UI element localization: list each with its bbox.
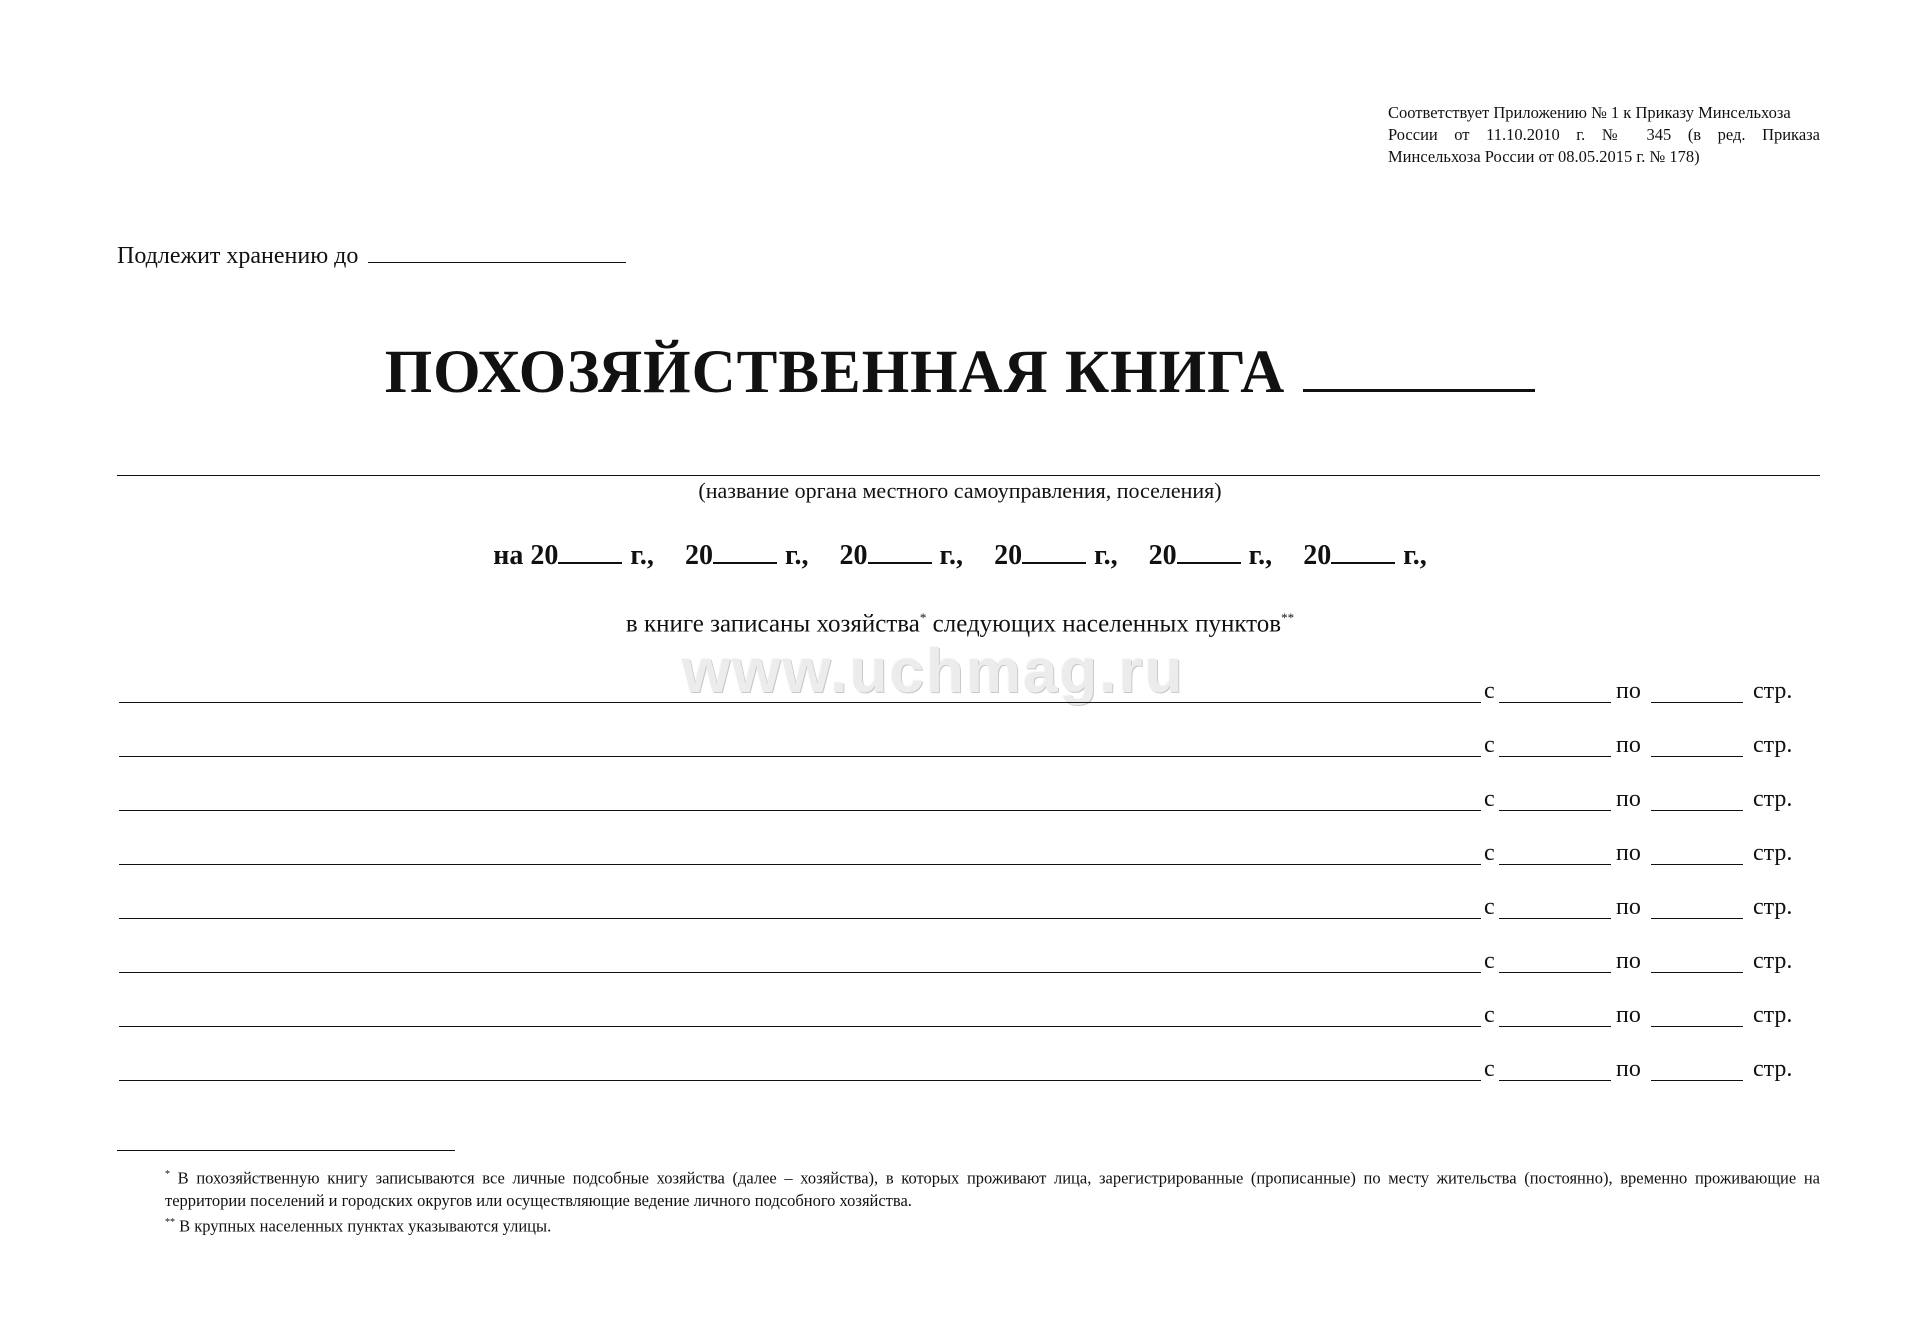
recorded-caption (0, 610, 1920, 638)
settlement-rows (119, 672, 1819, 1104)
from-label: с (1484, 948, 1495, 974)
footnote-2 (117, 1212, 1820, 1238)
storage-label: Подлежит хранению до (117, 243, 359, 269)
year-century: 20 (1303, 540, 1332, 571)
footnote-mark-2: ** (1281, 610, 1295, 625)
year-century: 20 (684, 540, 713, 571)
to-label: по (1616, 732, 1641, 758)
legal-note (1388, 102, 1820, 168)
to-label: по (1616, 678, 1641, 704)
settlement-row (119, 780, 1819, 834)
from-label: с (1484, 1002, 1495, 1028)
from-page-blank[interactable] (1499, 864, 1611, 865)
settlement-name-line[interactable] (119, 702, 1481, 703)
year-blank[interactable] (1022, 538, 1086, 564)
from-label: с (1484, 732, 1495, 758)
from-page-blank[interactable] (1499, 702, 1611, 703)
year-suffix: г., (784, 540, 809, 571)
legal-note-line-2: России от 11.10.2010 г. № 345 (в ред. Приказа (1388, 125, 1820, 144)
from-page-blank[interactable] (1499, 1026, 1611, 1027)
footnote-2-mark: ** (165, 1216, 175, 1228)
org-caption: (название органа местного самоуправления, поселения) (698, 478, 1222, 503)
to-page-blank[interactable] (1651, 864, 1743, 865)
footnote-divider (117, 1150, 455, 1151)
years-prefix: на (493, 540, 524, 571)
to-label: по (1616, 948, 1641, 974)
to-label: по (1616, 1002, 1641, 1028)
footnotes (117, 1164, 1820, 1237)
year-item (493, 538, 654, 572)
from-label: с (1484, 678, 1495, 704)
year-suffix: г., (1403, 540, 1427, 571)
to-page-blank[interactable] (1651, 1026, 1743, 1027)
settlement-row (119, 1050, 1819, 1104)
pages-label: стр. (1753, 840, 1793, 866)
recorded-text-2: следующих населенных пунктов (926, 610, 1282, 638)
year-blank[interactable] (868, 538, 932, 564)
from-label: с (1484, 894, 1495, 920)
to-page-blank[interactable] (1651, 702, 1743, 703)
year-suffix: г., (630, 540, 654, 571)
storage-date-blank[interactable] (368, 240, 626, 263)
from-label: с (1484, 1056, 1495, 1082)
footnote-mark-1: * (919, 610, 927, 625)
settlement-row (119, 726, 1819, 780)
storage-field (117, 240, 626, 270)
settlement-row (119, 672, 1819, 726)
to-label: по (1616, 840, 1641, 866)
from-label: с (1484, 786, 1495, 812)
to-page-blank[interactable] (1651, 1080, 1743, 1081)
from-page-blank[interactable] (1499, 972, 1611, 973)
footnote-1 (117, 1164, 1820, 1212)
legal-note-line-1: Соответствует Приложению № 1 к Приказу Минсельхоза (1388, 103, 1791, 122)
to-page-blank[interactable] (1651, 972, 1743, 973)
years-line (0, 538, 1920, 572)
org-name-line[interactable] (117, 475, 1820, 476)
pages-label: стр. (1753, 786, 1793, 812)
watermark: www.uchmag.ru (682, 637, 1185, 706)
pages-label: стр. (1753, 1002, 1793, 1028)
recorded-text-1: в книге записаны хозяйства (625, 610, 920, 638)
year-item (994, 538, 1118, 572)
from-page-blank[interactable] (1499, 1080, 1611, 1081)
settlement-name-line[interactable] (119, 756, 1481, 757)
year-suffix: г., (1094, 540, 1118, 571)
footnote-1-mark: * (165, 1169, 170, 1180)
year-suffix: г., (939, 540, 964, 571)
year-century: 20 (839, 540, 868, 571)
settlement-name-line[interactable] (119, 1026, 1481, 1027)
settlement-row (119, 834, 1819, 888)
pages-label: стр. (1753, 732, 1793, 758)
pages-label: стр. (1753, 894, 1793, 920)
year-blank[interactable] (558, 538, 622, 564)
to-page-blank[interactable] (1651, 918, 1743, 919)
pages-label: стр. (1753, 678, 1793, 704)
from-page-blank[interactable] (1499, 810, 1611, 811)
year-item (1303, 538, 1427, 572)
year-blank[interactable] (1331, 538, 1395, 564)
from-page-blank[interactable] (1499, 756, 1611, 757)
settlement-name-line[interactable] (119, 972, 1481, 973)
footnote-2-text: В крупных населенных пунктах указываются улицы. (175, 1216, 552, 1235)
to-label: по (1616, 1056, 1641, 1082)
footnote-1-text: В похозяйственную книгу записываются все личные подсобные хозяйства (далее – хозяйства), в которых проживают лица, зарегистрированные (прописанные) по месту жительства (постоянно), временно проживающие на территории поселений и городских округов или осуществляющие ведение личного подсобного хозяйства. (165, 1168, 1820, 1210)
year-century: 20 (994, 540, 1023, 571)
page-title: ПОХОЗЯЙСТВЕННАЯ КНИГА (384, 339, 1286, 406)
year-blank[interactable] (1177, 538, 1241, 564)
title-block (0, 338, 1920, 408)
settlement-name-line[interactable] (119, 1080, 1481, 1081)
year-century: 20 (1148, 540, 1177, 571)
settlement-name-line[interactable] (119, 918, 1481, 919)
settlement-name-line[interactable] (119, 810, 1481, 811)
year-item (840, 538, 964, 572)
pages-label: стр. (1753, 1056, 1793, 1082)
to-page-blank[interactable] (1651, 756, 1743, 757)
year-item (685, 538, 809, 572)
settlement-row (119, 942, 1819, 996)
year-blank[interactable] (713, 538, 777, 564)
year-suffix: г., (1248, 540, 1273, 571)
year-item (1149, 538, 1273, 572)
to-label: по (1616, 786, 1641, 812)
settlement-row (119, 996, 1819, 1050)
to-page-blank[interactable] (1651, 810, 1743, 811)
settlement-name-line[interactable] (119, 864, 1481, 865)
title-number-blank[interactable] (1303, 339, 1535, 392)
from-page-blank[interactable] (1499, 918, 1611, 919)
legal-note-line-3: Минсельхоза России от 08.05.2015 г. № 178) (1388, 147, 1700, 166)
settlement-row (119, 888, 1819, 942)
year-century: 20 (530, 540, 559, 571)
from-label: с (1484, 840, 1495, 866)
pages-label: стр. (1753, 948, 1793, 974)
to-label: по (1616, 894, 1641, 920)
